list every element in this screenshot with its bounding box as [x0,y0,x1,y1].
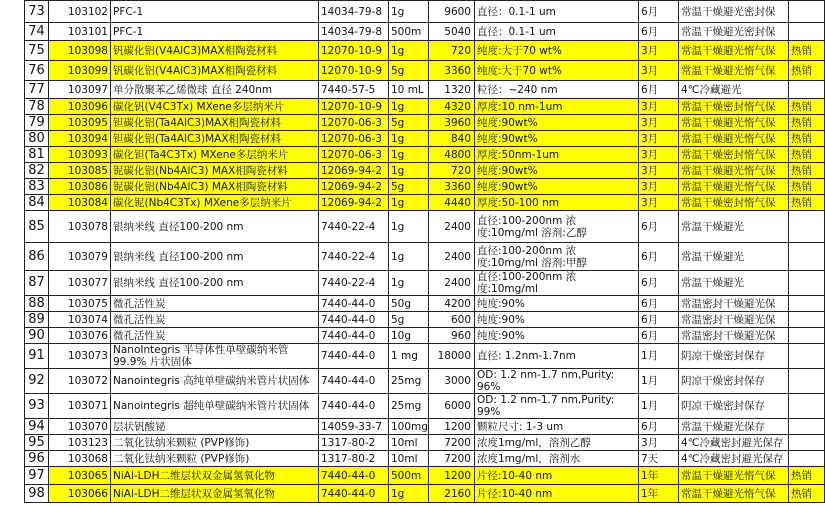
storage-condition: 常温干燥避光惰气保 [679,163,789,179]
storage-condition: 常温干燥避光惰气保 [679,115,789,131]
product-name: 钒碳化铝(V4AlC3)MAX相陶瓷材料 [111,41,319,61]
storage-condition: 常温干燥避光保存 [679,419,789,435]
table-row [25,41,825,61]
cas-number: 7440-44-0 [319,296,389,312]
lead-time: 6月 [639,328,679,344]
price: 18000 [429,344,475,369]
package-size: 1g [389,485,429,503]
catalog-id: 103068 [49,451,111,467]
lead-time: 6月 [639,23,679,41]
table-row [25,296,825,312]
row-number: 96 [25,451,49,467]
storage-condition: 常温干燥避光 [679,211,789,243]
price: 1200 [429,419,475,435]
package-size: 1g [389,243,429,271]
row-number: 73 [25,1,49,23]
lead-time: 6月 [639,419,679,435]
hot-sale-tag: 热销 [789,195,825,211]
lead-time: 1月 [639,369,679,394]
row-number: 97 [25,467,49,485]
cas-number: 7440-44-0 [319,394,389,419]
storage-condition: 常温密封干燥避光保 [679,296,789,312]
product-name: 铌碳化铝(Nb4AlC3) MAX相陶瓷材料 [111,179,319,195]
catalog-id: 103085 [49,163,111,179]
table-row [25,81,825,99]
product-name: Nanointegris 高纯单壁碳纳米管片状固体 [111,369,319,394]
cas-number: 1317-80-2 [319,435,389,451]
price: 720 [429,41,475,61]
catalog-id: 103094 [49,131,111,147]
product-name: 碳化钽(Ta4C3Tx) MXene多层纳米片 [111,147,319,163]
hot-sale-tag [789,419,825,435]
table-row [25,61,825,81]
cas-number: 7440-44-0 [319,312,389,328]
catalog-id: 103066 [49,485,111,503]
storage-condition: 常温干燥避光惰气保 [679,131,789,147]
specification: 直径:100-200nm 浓度:10mg/ml 溶剂:乙醇 [475,211,639,243]
storage-condition: 常温干燥避光惰气保 [679,485,789,503]
storage-condition: 常温干燥避光惰气保 [679,467,789,485]
package-size: 1g [389,131,429,147]
catalog-id: 103076 [49,328,111,344]
storage-condition: 阴凉干燥密封保存 [679,344,789,369]
storage-condition: 常温密封干燥避光保 [679,328,789,344]
package-size: 5g [389,312,429,328]
cas-number: 12070-10-9 [319,61,389,81]
hot-sale-tag [789,271,825,296]
specification: 粒径：~240 nm [475,81,639,99]
product-name: 二氧化钛纳米颗粒 (PVP修饰) [111,451,319,467]
cas-number: 1317-80-2 [319,451,389,467]
storage-condition: 常温干燥密封惰气保 [679,147,789,163]
package-size: 1g [389,99,429,115]
cas-number: 7440-57-5 [319,81,389,99]
hot-sale-tag: 热销 [789,147,825,163]
hot-sale-tag [789,435,825,451]
table-row [25,1,825,23]
lead-time: 3月 [639,61,679,81]
cas-number: 14034-79-8 [319,23,389,41]
row-number: 84 [25,195,49,211]
table-row [25,369,825,394]
catalog-id: 103123 [49,435,111,451]
package-size: 1g [389,163,429,179]
price: 7200 [429,451,475,467]
price: 5040 [429,23,475,41]
hot-sale-tag: 热销 [789,163,825,179]
table-row [25,451,825,467]
package-size: 5g [389,61,429,81]
hot-sale-tag [789,312,825,328]
specification: 浓度1mg/ml，溶剂水 [475,451,639,467]
specification: 纯度:90wt% [475,179,639,195]
cas-number: 12069-94-2 [319,179,389,195]
cas-number: 14034-79-8 [319,1,389,23]
price: 1200 [429,467,475,485]
row-number: 81 [25,147,49,163]
lead-time: 6月 [639,312,679,328]
hot-sale-tag: 热销 [789,61,825,81]
lead-time: 1年 [639,467,679,485]
price: 600 [429,312,475,328]
price: 2400 [429,243,475,271]
lead-time: 6月 [639,296,679,312]
specification: 直径：0.1-1 um [475,23,639,41]
catalog-id: 103070 [49,419,111,435]
row-number: 91 [25,344,49,369]
lead-time: 6月 [639,271,679,296]
storage-condition: 常温干燥避光惰气保 [679,61,789,81]
table-row [25,243,825,271]
lead-time: 6月 [639,211,679,243]
product-name: 碳化铌(Nb4C3Tx) MXene多层纳米片 [111,195,319,211]
product-name: NiAl-LDH二维层状双金属氢氧化物 [111,485,319,503]
price: 3360 [429,61,475,81]
storage-condition: 常温干燥密封惰气保 [679,99,789,115]
table-row [25,23,825,41]
catalog-id: 103078 [49,211,111,243]
price: 4440 [429,195,475,211]
specification: 直径:100-200nm 浓度:10mg/ml [475,271,639,296]
table-row [25,394,825,419]
hot-sale-tag [789,451,825,467]
cas-number: 14059-33-7 [319,419,389,435]
price: 2160 [429,485,475,503]
package-size: 1g [389,1,429,23]
storage-condition: 4℃冷藏避光 [679,81,789,99]
price: 3360 [429,179,475,195]
specification: 纯度:90wt% [475,163,639,179]
table-row [25,131,825,147]
product-name: 钽碳化铝(Ta4AlC3)MAX相陶瓷材料 [111,115,319,131]
specification: 颗粒尺寸: 1-3 um [475,419,639,435]
hot-sale-tag [789,23,825,41]
row-number: 74 [25,23,49,41]
hot-sale-tag [789,1,825,23]
product-name: 银纳米线 直径100-200 nm [111,211,319,243]
row-number: 83 [25,179,49,195]
hot-sale-tag [789,394,825,419]
price: 4200 [429,296,475,312]
lead-time: 1年 [639,485,679,503]
package-size: 10ml [389,435,429,451]
catalog-id: 103093 [49,147,111,163]
table-row [25,419,825,435]
package-size: 1g [389,195,429,211]
cas-number: 7440-44-0 [319,467,389,485]
catalog-id: 103099 [49,61,111,81]
row-number: 76 [25,61,49,81]
spreadsheet [24,0,812,503]
package-size: 10ml [389,451,429,467]
specification: 纯度:大于70 wt% [475,41,639,61]
product-name: Nanointegris 超纯单壁碳纳米管片状固体 [111,394,319,419]
hot-sale-tag [789,81,825,99]
catalog-id: 103095 [49,115,111,131]
product-name: PFC-1 [111,1,319,23]
price: 4320 [429,99,475,115]
row-number: 86 [25,243,49,271]
hot-sale-tag: 热销 [789,467,825,485]
table-row [25,99,825,115]
table-row [25,163,825,179]
catalog-id: 103098 [49,41,111,61]
product-name: 钒碳化铝(V4AlC3)MAX相陶瓷材料 [111,61,319,81]
storage-condition: 常温干燥避光密封保 [679,1,789,23]
price: 3960 [429,115,475,131]
lead-time: 6月 [639,81,679,99]
row-number: 88 [25,296,49,312]
specification: 片径:10-40 nm [475,467,639,485]
package-size: 50g [389,296,429,312]
specification: 片径:10-40 nm [475,485,639,503]
product-name: 银纳米线 直径100-200 nm [111,271,319,296]
package-size: 25mg [389,394,429,419]
storage-condition: 常温密封干燥避光保 [679,312,789,328]
catalog-id: 103086 [49,179,111,195]
hot-sale-tag: 热销 [789,131,825,147]
storage-condition: 阴凉干燥密封保存 [679,394,789,419]
package-size: 1g [389,211,429,243]
specification: 厚度:10 nm-1um [475,99,639,115]
table-row [25,467,825,485]
package-size: 1g [389,271,429,296]
catalog-id: 103102 [49,1,111,23]
cas-number: 12070-06-3 [319,131,389,147]
price: 2400 [429,211,475,243]
specification: OD: 1.2 nm-1.7 nm,Purity: 99% [475,394,639,419]
product-table [24,0,825,503]
table-row [25,485,825,503]
storage-condition: 4℃冷藏密封避光保存 [679,451,789,467]
catalog-id: 103075 [49,296,111,312]
lead-time: 1月 [639,344,679,369]
hot-sale-tag: 热销 [789,41,825,61]
product-name: 铌碳化铝(Nb4AlC3) MAX相陶瓷材料 [111,163,319,179]
table-row [25,435,825,451]
product-name: 二氧化钛纳米颗粒 (PVP修饰) [111,435,319,451]
lead-time: 3月 [639,435,679,451]
lead-time: 3月 [639,147,679,163]
package-size: 1 mg [389,344,429,369]
row-number: 79 [25,115,49,131]
specification: OD: 1.2 nm-1.7 nm,Purity: 96% [475,369,639,394]
row-number: 77 [25,81,49,99]
catalog-id: 103065 [49,467,111,485]
product-name: 微孔活性炭 [111,312,319,328]
specification: 厚度:50nm-1um [475,147,639,163]
row-number: 82 [25,163,49,179]
catalog-id: 103084 [49,195,111,211]
price: 2400 [429,271,475,296]
row-number: 95 [25,435,49,451]
cas-number: 12069-94-2 [319,195,389,211]
specification: 直径: 1.2nm-1.7nm [475,344,639,369]
storage-condition: 4℃冷藏密封避光保存 [679,435,789,451]
catalog-id: 103079 [49,243,111,271]
catalog-id: 103074 [49,312,111,328]
storage-condition: 常温干燥避光 [679,271,789,296]
hot-sale-tag [789,243,825,271]
price: 7200 [429,435,475,451]
lead-time: 3月 [639,163,679,179]
product-name: 碳化钒(V4C3Tx) MXene多层纳米片 [111,99,319,115]
storage-condition: 常温干燥避光惰气保 [679,179,789,195]
specification: 浓度1mg/ml，溶剂乙醇 [475,435,639,451]
product-name: 钽碳化铝(Ta4AlC3)MAX相陶瓷材料 [111,131,319,147]
hot-sale-tag: 热销 [789,99,825,115]
row-number: 90 [25,328,49,344]
package-size: 500m [389,23,429,41]
catalog-id: 103073 [49,344,111,369]
package-size: 25mg [389,369,429,394]
lead-time: 3月 [639,179,679,195]
product-name: PFC-1 [111,23,319,41]
cas-number: 7440-44-0 [319,485,389,503]
table-row [25,312,825,328]
table-row [25,344,825,369]
specification: 纯度:90% [475,312,639,328]
storage-condition: 常温干燥避光惰气保 [679,41,789,61]
cas-number: 12070-10-9 [319,99,389,115]
price: 4800 [429,147,475,163]
cas-number: 7440-22-4 [319,243,389,271]
table-row [25,328,825,344]
row-number: 98 [25,485,49,503]
package-size: 100mg [389,419,429,435]
catalog-id: 103101 [49,23,111,41]
price: 9600 [429,1,475,23]
specification: 直径:100-200nm 浓度:10mg/ml 溶剂:甲醇 [475,243,639,271]
specification: 纯度:90wt% [475,131,639,147]
row-number: 89 [25,312,49,328]
table-row [25,195,825,211]
row-number: 75 [25,41,49,61]
table-row [25,179,825,195]
row-number: 80 [25,131,49,147]
row-number: 93 [25,394,49,419]
hot-sale-tag [789,344,825,369]
price: 3000 [429,369,475,394]
cas-number: 12069-94-2 [319,163,389,179]
storage-condition: 阴凉干燥密封保存 [679,369,789,394]
hot-sale-tag [789,328,825,344]
lead-time: 3月 [639,115,679,131]
lead-time: 3月 [639,99,679,115]
storage-condition: 常温干燥密封惰气保 [679,195,789,211]
specification: 纯度:90% [475,296,639,312]
package-size: 1g [389,41,429,61]
table-row [25,147,825,163]
specification: 纯度:90% [475,328,639,344]
product-name: 微孔活性炭 [111,328,319,344]
cas-number: 7440-44-0 [319,328,389,344]
cas-number: 12070-06-3 [319,147,389,163]
lead-time: 3月 [639,41,679,61]
cas-number: 12070-06-3 [319,115,389,131]
lead-time: 3月 [639,195,679,211]
price: 840 [429,131,475,147]
specification: 纯度:90wt% [475,115,639,131]
table-row [25,211,825,243]
table-row [25,115,825,131]
storage-condition: 常温干燥避光 [679,243,789,271]
row-number: 78 [25,99,49,115]
lead-time: 6月 [639,243,679,271]
catalog-id: 103096 [49,99,111,115]
catalog-id: 103097 [49,81,111,99]
catalog-id: 103071 [49,394,111,419]
row-number: 94 [25,419,49,435]
storage-condition: 常温干燥避光密封保 [679,23,789,41]
cas-number: 7440-22-4 [319,271,389,296]
specification: 直径：0.1-1 um [475,1,639,23]
package-size: 5g [389,179,429,195]
package-size: 5g [389,115,429,131]
hot-sale-tag: 热销 [789,115,825,131]
lead-time: 1月 [639,394,679,419]
specification: 厚度:50-100 nm [475,195,639,211]
row-number: 87 [25,271,49,296]
catalog-id: 103072 [49,369,111,394]
product-name: 层状钒酸铋 [111,419,319,435]
cas-number: 12070-10-9 [319,41,389,61]
product-name: 微孔活性炭 [111,296,319,312]
product-name: NiAl-LDH二维层状双金属氢氧化物 [111,467,319,485]
package-size: 500m [389,467,429,485]
product-name: 银纳米线 直径100-200 nm [111,243,319,271]
lead-time: 6月 [639,1,679,23]
lead-time: 7天 [639,451,679,467]
package-size: 10 mL [389,81,429,99]
hot-sale-tag [789,369,825,394]
price: 1320 [429,81,475,99]
cas-number: 7440-44-0 [319,344,389,369]
table-row [25,271,825,296]
row-number: 92 [25,369,49,394]
hot-sale-tag: 热销 [789,179,825,195]
price: 6000 [429,394,475,419]
price: 960 [429,328,475,344]
hot-sale-tag: 热销 [789,485,825,503]
catalog-id: 103077 [49,271,111,296]
package-size: 10g [389,328,429,344]
cas-number: 7440-22-4 [319,211,389,243]
product-name: NanoIntegris 半导体性单壁碳纳米管99.9% 片状固体 [111,344,319,369]
hot-sale-tag [789,211,825,243]
product-name: 单分散聚苯乙烯微球 直径 240nm [111,81,319,99]
price: 720 [429,163,475,179]
specification: 纯度:大于70 wt% [475,61,639,81]
hot-sale-tag [789,296,825,312]
row-number: 85 [25,211,49,243]
cas-number: 7440-44-0 [319,369,389,394]
package-size: 1g [389,147,429,163]
lead-time: 3月 [639,131,679,147]
